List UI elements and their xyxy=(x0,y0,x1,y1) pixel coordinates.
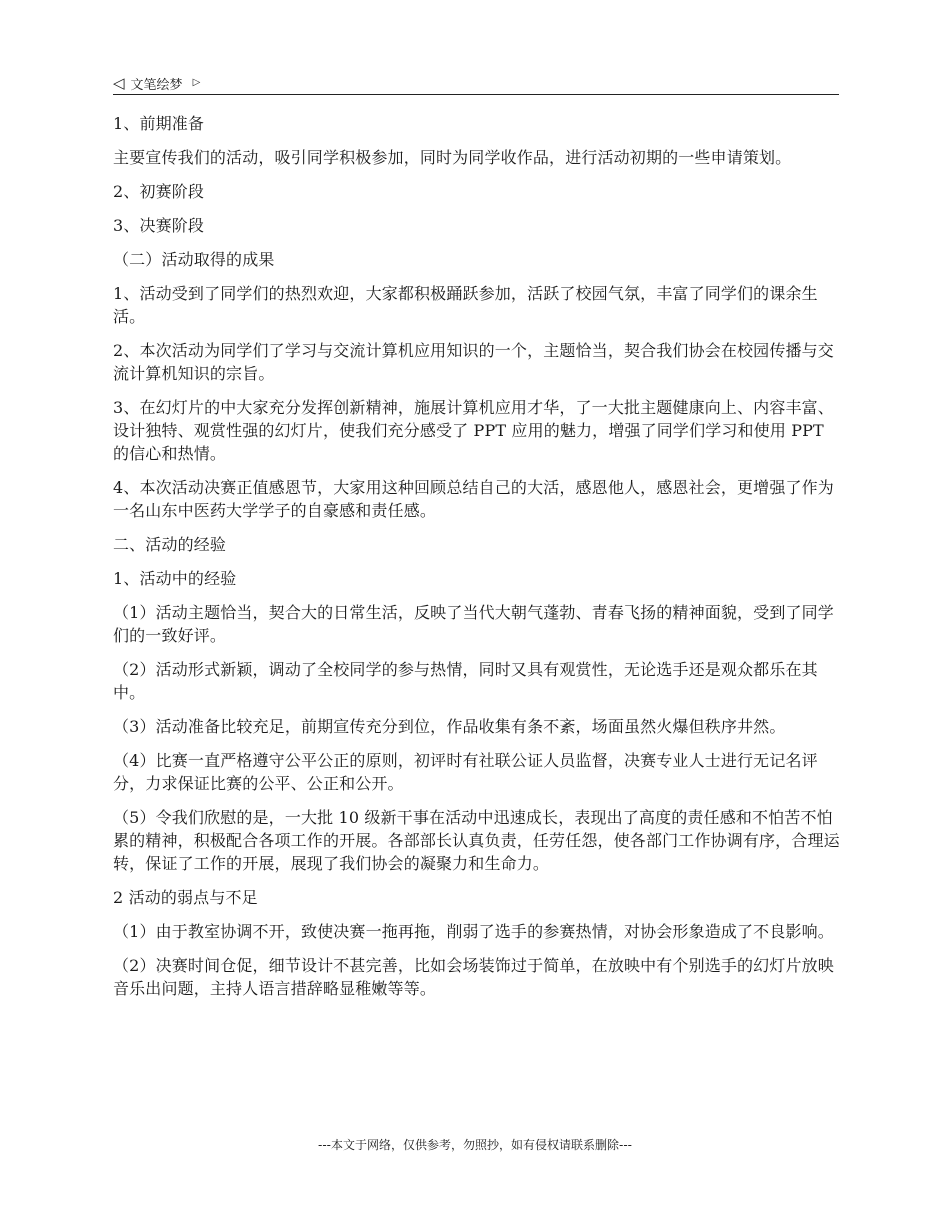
triangle-left-icon: ◁ xyxy=(113,73,125,92)
section-heading-preparation: 1、前期准备 xyxy=(113,114,205,133)
paragraph: （5）令我们欣慰的是，一大批 10 级新干事在活动中迅速成长，表现出了高度的责任感和不怕苦不怕累的精神，积极配合各项工作的开展。各部部长认真负责，任劳任怨，使各部门工作协调有序，合理运转，保证了工作的开展，展现了我们协会的凝聚力和生命力。 xyxy=(113,808,840,873)
triangle-right-icon: ▷ xyxy=(192,77,201,88)
paragraph: 1、活动受到了同学们的热烈欢迎，大家都积极踊跃参加，活跃了校园气氛，丰富了同学们的课余生活。 xyxy=(113,284,818,326)
subsection-heading-weakness: 2 活动的弱点与不足 xyxy=(113,888,258,907)
paragraph: （4）比赛一直严格遵守公平公正的原则，初评时有社联公证人员监督，决赛专业人士进行无记名评分，力求保证比赛的公平、公正和公开。 xyxy=(113,751,818,793)
paragraph: （1）由于教室协调不开，致使决赛一拖再拖，削弱了选手的参赛热情，对协会形象造成了不良影响。 xyxy=(113,922,834,941)
section-heading-final: 3、决赛阶段 xyxy=(113,216,205,235)
section-heading-preliminary: 2、初赛阶段 xyxy=(113,182,205,201)
paragraph: （1）活动主题恰当，契合大的日常生活，反映了当代大朝气蓬勃、青春飞扬的精神面貌，受到了同学们的一致好评。 xyxy=(113,603,834,645)
document-header xyxy=(113,72,839,95)
section-heading-experience: 二、活动的经验 xyxy=(113,535,227,554)
paragraph: 主要宣传我们的活动，吸引同学积极参加，同时为同学收作品，进行活动初期的一些申请策划。 xyxy=(113,148,792,167)
paragraph: 3、在幻灯片的中大家充分发挥创新精神，施展计算机应用才华，了一大批主题健康向上、内容丰富、设计独特、观赏性强的幻灯片，使我们充分感受了 PPT 应用的魅力，增强了同学们学习和使用 PPT 的信心和热情。 xyxy=(113,398,834,463)
section-heading-results: （二）活动取得的成果 xyxy=(113,250,275,269)
paragraph: （3）活动准备比较充足，前期宣传充分到位，作品收集有条不紊，场面虽然火爆但秩序井然。 xyxy=(113,717,786,736)
paragraph: （2）活动形式新颖，调动了全校同学的参与热情，同时又具有观赏性，无论选手还是观众都乐在其中。 xyxy=(113,660,818,702)
subsection-heading-experience: 1、活动中的经验 xyxy=(113,569,237,588)
header-title: 文笔绘梦 xyxy=(130,77,183,93)
paragraph: 4、本次活动决赛正值感恩节，大家用这种回顾总结自己的大活，感恩他人，感恩社会，更增强了作为一名山东中医药大学学子的自豪感和责任感。 xyxy=(113,478,834,520)
footer-disclaimer: ---本文于网络，仅供参考，勿照抄，如有侵权请联系删除--- xyxy=(318,1138,632,1152)
paragraph: 2、本次活动为同学们了学习与交流计算机应用知识的一个，主题恰当，契合我们协会在校园传播与交流计算机知识的宗旨。 xyxy=(113,341,834,383)
document-body xyxy=(113,112,841,1011)
paragraph: （2）决赛时间仓促，细节设计不甚完善，比如会场装饰过于简单，在放映中有个别选手的幻灯片放映音乐出问题，主持人语言措辞略显稚嫩等等。 xyxy=(113,956,834,998)
